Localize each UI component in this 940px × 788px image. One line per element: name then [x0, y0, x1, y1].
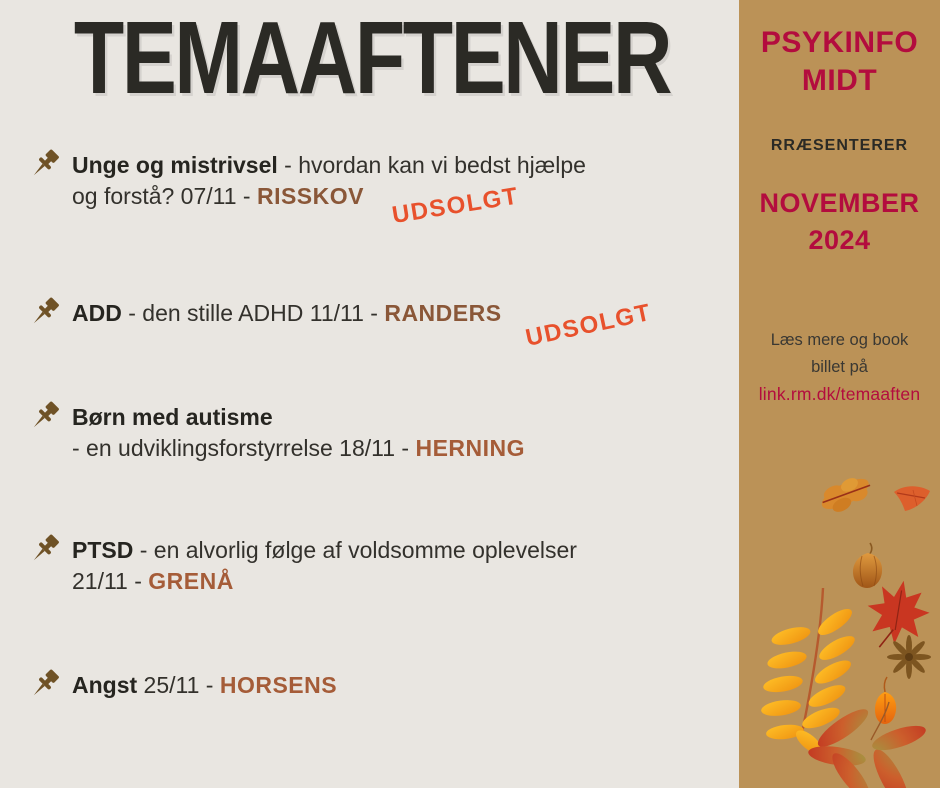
event-location: HORSENS [219, 672, 338, 698]
physalis-image [853, 543, 882, 588]
event-location: GRENÅ [148, 568, 234, 594]
presents-label: RRÆSENTERER [770, 137, 909, 154]
event-name: Unge og mistrivsel [72, 152, 278, 178]
event-name: Angst [72, 672, 138, 698]
event-location: RANDERS [384, 300, 502, 326]
pushpin-icon [26, 145, 64, 183]
sidebar [739, 0, 940, 788]
brand-title: PSYKINFO MIDT [760, 26, 919, 97]
star-anise-image [887, 635, 931, 679]
booking-text [739, 327, 940, 409]
pushpin-icon [26, 293, 64, 331]
booking-link: link.rm.dk/temaaften [758, 384, 921, 404]
event-name: PTSD [72, 537, 134, 563]
booking-line-2: billet på [811, 358, 868, 376]
event-item-unge-og-mistrivsel [26, 150, 717, 230]
month-label: NOVEMBER 2024 [759, 188, 920, 255]
event-item-born-med-autisme [26, 402, 717, 464]
event-text [72, 150, 717, 230]
event-text [72, 298, 717, 352]
event-text [72, 535, 717, 597]
event-item-ptsd [26, 535, 717, 597]
pushpin-icon [26, 397, 64, 435]
event-location: HERNING [415, 435, 526, 461]
event-name: ADD [72, 300, 122, 326]
event-description: - en alvorlig følge af voldsomme oplevelser [133, 537, 577, 563]
event-description: - en udviklingsforstyrrelse 18/11 - [72, 435, 416, 461]
booking-line-1: Læs mere og book [770, 331, 909, 349]
pushpin-icon [26, 530, 64, 568]
event-description: og forstå? 07/11 - [72, 183, 257, 209]
event-text [72, 402, 717, 464]
event-description: 21/11 - [72, 568, 149, 594]
event-item-angst [26, 670, 717, 703]
soldout-badge: UDSOLGT [390, 182, 521, 230]
event-name: Børn med autisme [72, 404, 273, 430]
event-description: - den stille ADHD 11/11 - [121, 300, 385, 326]
event-text [72, 670, 717, 701]
event-location: RISSKOV [256, 183, 364, 209]
red-leaf-image [894, 486, 930, 511]
oak-leaf-image [816, 470, 875, 518]
event-description: 25/11 - [137, 672, 220, 698]
autumn-leaves-decoration [739, 440, 940, 788]
soldout-badge: UDSOLGT [522, 298, 654, 352]
poster-title: TEMAAFTENER [73, 0, 671, 115]
event-item-add [26, 298, 717, 352]
orange-leaf-image [875, 677, 896, 724]
pushpin-icon [26, 665, 64, 703]
event-description: - hvordan kan vi bedst hjælpe [277, 152, 586, 178]
